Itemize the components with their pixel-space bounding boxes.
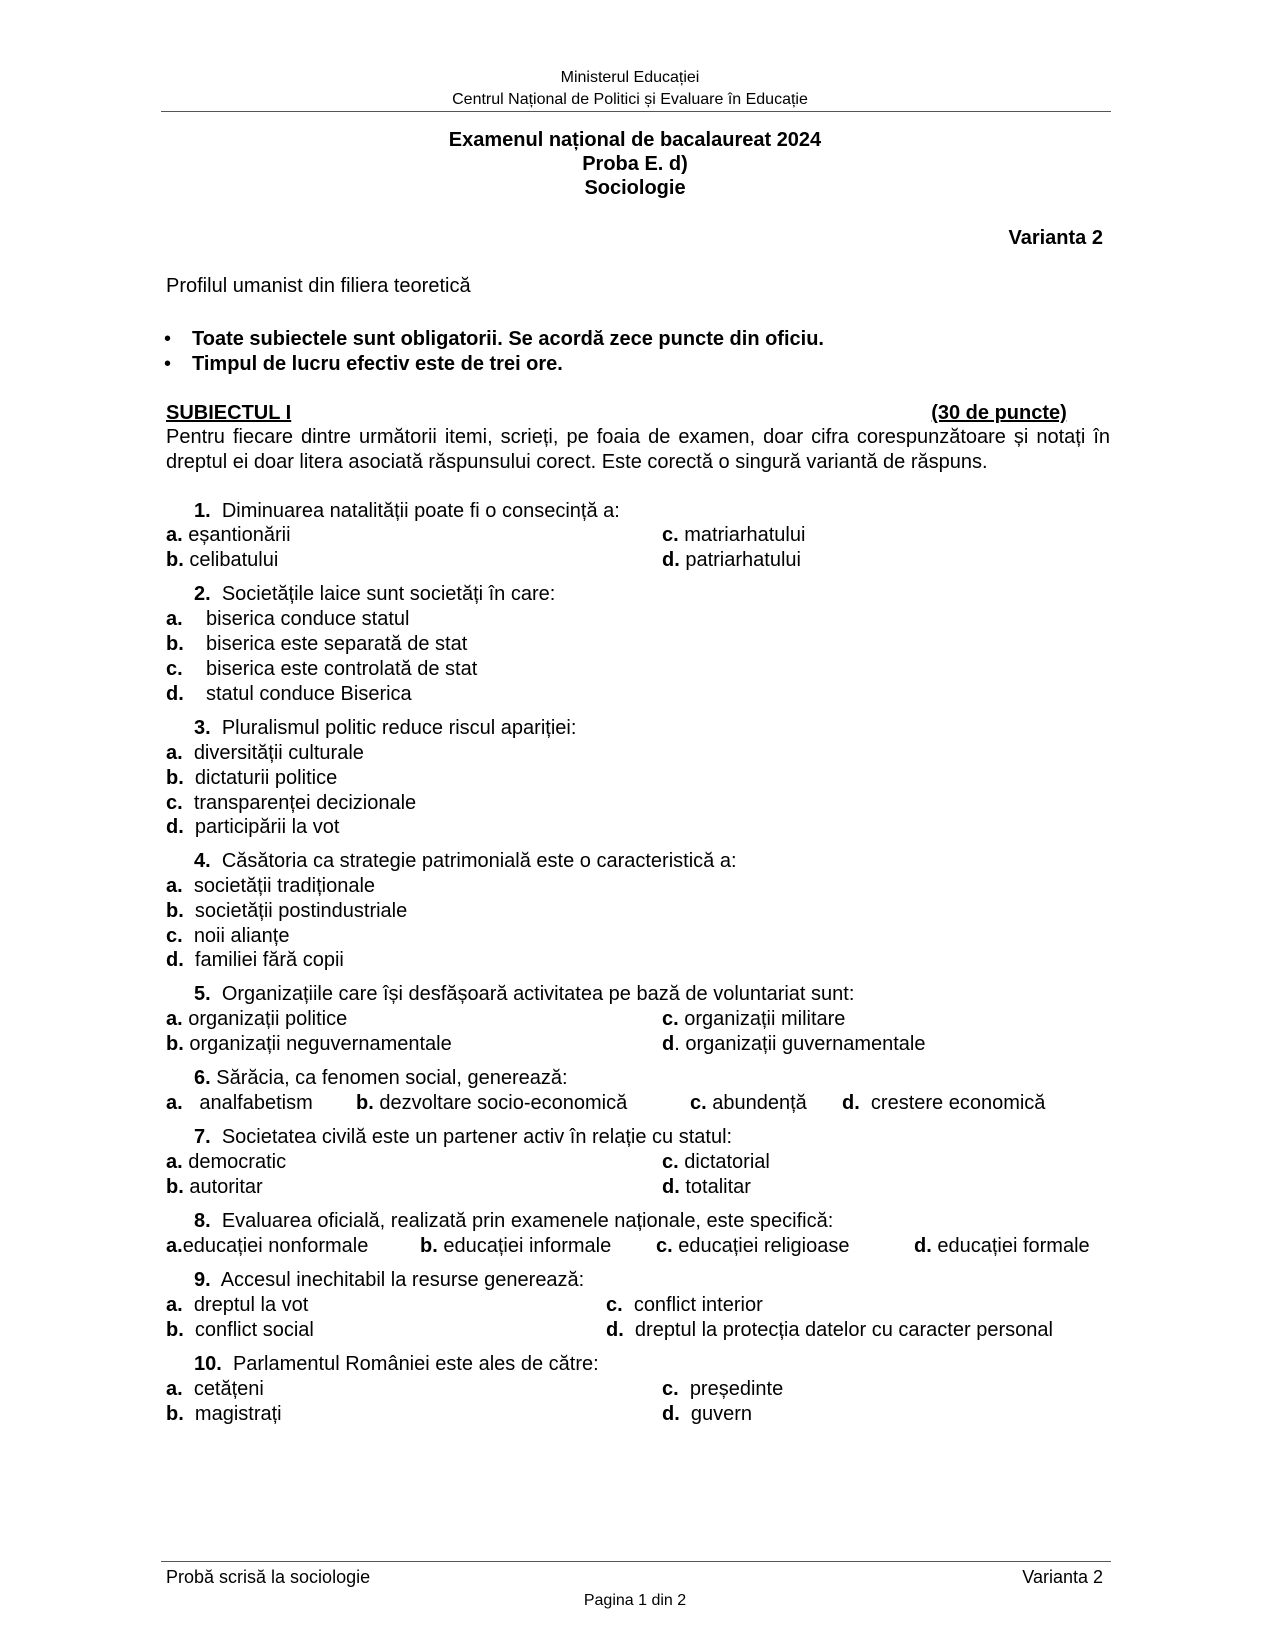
- option: c. noii alianțe: [166, 925, 290, 947]
- option: a. dreptul la vot: [166, 1294, 309, 1316]
- option: a. eșantionării: [166, 524, 291, 546]
- option: d. guvern: [662, 1403, 753, 1425]
- option: d. patriarhatului: [662, 549, 801, 571]
- rule-item: [164, 327, 824, 352]
- option: a. biserica conduce statul: [166, 608, 410, 630]
- option: a.educației nonformale: [166, 1235, 369, 1257]
- section-points: (30 de puncte): [931, 402, 1067, 424]
- option: d. educației formale: [914, 1235, 1090, 1257]
- rule-item: [164, 352, 563, 377]
- option: b. autoritar: [166, 1176, 263, 1198]
- ministry-name: Ministerul Educației: [560, 69, 700, 86]
- option: b. biserica este separată de stat: [166, 633, 468, 655]
- option: b. organizații neguvernamentale: [166, 1033, 452, 1055]
- variant-label: Varianta 2: [1008, 227, 1103, 249]
- rule-text: Timpul de lucru efectiv este de trei ore.: [192, 353, 563, 375]
- question-3: 3. Pluralismul politic reduce riscul apariției:: [194, 717, 577, 739]
- section-instructions: Pentru fiecare dintre următorii itemi, scrieți, pe foaia de examen, doar cifra corespunzătoare și notați în dreptul ei doar litera asociată răspunsului corect. Este corectă o singură variantă de răspuns.: [166, 426, 1110, 473]
- exam-title: Examenul național de bacalaureat 2024: [448, 129, 822, 151]
- option: d. organizații guvernamentale: [662, 1033, 926, 1055]
- option: b. societății postindustriale: [166, 900, 408, 922]
- exam-subject: Sociologie: [584, 177, 686, 199]
- section-title: SUBIECTUL I: [166, 402, 292, 424]
- section-heading: [166, 401, 1110, 426]
- rule-text: Toate subiectele sunt obligatorii. Se acordă zece puncte din oficiu.: [192, 328, 824, 350]
- option: a. analfabetism: [166, 1092, 313, 1114]
- question-10: 10. Parlamentul României este ales de către:: [194, 1353, 599, 1375]
- question-7: 7. Societatea civilă este un partener activ în relație cu statul:: [194, 1126, 733, 1148]
- option: d. participării la vot: [166, 816, 340, 838]
- footer-left: Probă scrisă la sociologie: [166, 1567, 371, 1587]
- footer-divider: [161, 1561, 1111, 1562]
- option: c. conflict interior: [606, 1294, 763, 1316]
- option: c. educației religioase: [656, 1235, 850, 1257]
- option: b. dictaturii politice: [166, 767, 338, 789]
- page-number: Pagina 1 din 2: [583, 1592, 687, 1609]
- question-6: 6. Sărăcia, ca fenomen social, generează:: [194, 1067, 568, 1089]
- question-9: 9. Accesul inechitabil la resurse generează:: [194, 1269, 585, 1291]
- footer-variant: Varianta 2: [1022, 1567, 1103, 1587]
- option: c. președinte: [662, 1378, 784, 1400]
- option: d. familiei fără copii: [166, 949, 344, 971]
- option: d. statul conduce Biserica: [166, 683, 412, 705]
- option: b. magistrați: [166, 1403, 282, 1425]
- option: a. cetățeni: [166, 1378, 264, 1400]
- question-8: 8. Evaluarea oficială, realizată prin examenele naționale, este specifică:: [194, 1210, 834, 1232]
- exam-proba: Proba E. d): [582, 153, 688, 175]
- option: a. democratic: [166, 1151, 287, 1173]
- option: b. conflict social: [166, 1319, 314, 1341]
- center-name: Centrul Național de Politici și Evaluare în Educație: [452, 91, 808, 108]
- bullet-icon: •: [164, 353, 172, 375]
- option: d. totalitar: [662, 1176, 751, 1198]
- option: a. societății tradiționale: [166, 875, 376, 897]
- option: a. diversității culturale: [166, 742, 364, 764]
- option: b. dezvoltare socio-economică: [356, 1092, 628, 1114]
- question-1: 1. Diminuarea natalității poate fi o consecință a:: [194, 500, 620, 522]
- question-2: 2. Societățile laice sunt societăți în care:: [194, 583, 556, 605]
- question-4: 4. Căsătoria ca strategie patrimonială este o caracteristică a:: [194, 850, 737, 872]
- option: c. dictatorial: [662, 1151, 770, 1173]
- question-5: 5. Organizațiile care își desfășoară activitatea pe bază de voluntariat sunt:: [194, 983, 855, 1005]
- option: c. abundență: [690, 1092, 807, 1114]
- option: d. dreptul la protecția datelor cu caracter personal: [606, 1319, 1053, 1341]
- bullet-icon: •: [164, 328, 172, 350]
- option: c. transparenței decizionale: [166, 792, 417, 814]
- option: d. crestere economică: [842, 1092, 1046, 1114]
- header-divider: [161, 111, 1111, 112]
- profile-text: Profilul umanist din filiera teoretică: [166, 275, 471, 297]
- option: b. educației informale: [420, 1235, 612, 1257]
- option: c. organizații militare: [662, 1008, 846, 1030]
- option: c. biserica este controlată de stat: [166, 658, 478, 680]
- option: a. organizații politice: [166, 1008, 348, 1030]
- option: c. matriarhatului: [662, 524, 806, 546]
- option: b. celibatului: [166, 549, 279, 571]
